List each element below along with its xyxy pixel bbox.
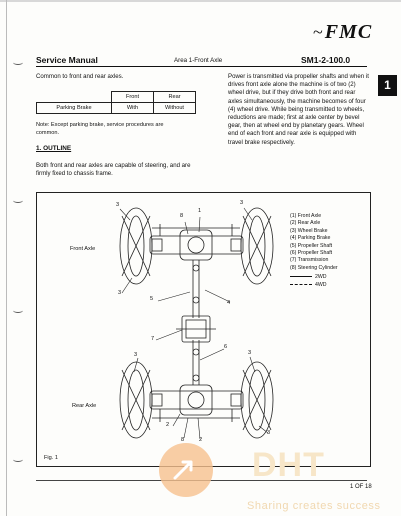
- callout-label: 6: [224, 344, 228, 350]
- line-key-label: 2WD: [315, 274, 327, 281]
- fmc-logo: ~FMC: [313, 21, 373, 43]
- front-right-wheel: [241, 208, 273, 284]
- line-key-label: 4WD: [315, 281, 327, 288]
- figure-legend: [290, 213, 338, 289]
- arrow-icon: [171, 454, 199, 482]
- front-axle-label: Front Axle: [70, 246, 96, 252]
- callout-label: 4: [227, 300, 231, 306]
- callout-label: 1: [198, 208, 202, 214]
- dashed-line-swatch: [290, 284, 312, 285]
- note-text: Note: Except parking brake, service procedures are common.: [36, 122, 164, 136]
- rear-left-wheel: [120, 362, 152, 438]
- callout-label: 7: [151, 336, 155, 342]
- table-cell: With: [112, 103, 154, 114]
- rear-axle-assembly: [150, 385, 243, 422]
- legend-item: (4) Parking Brake: [290, 235, 331, 242]
- rear-axle-label: Rear Axle: [72, 403, 97, 409]
- watermark-logo: DHT: [252, 446, 325, 484]
- callout-label: 3: [118, 290, 122, 296]
- legend-item: (2) Rear Axle: [290, 220, 321, 227]
- solid-line-swatch: [290, 276, 312, 277]
- page-title: Service Manual: [36, 55, 98, 65]
- front-axle-assembly: [150, 224, 243, 260]
- outline-paragraph: Both front and rear axles are capable of steering, and are firmly fixed to chassis frame.: [36, 162, 191, 178]
- power-transmission-paragraph: Power is transmitted via propeller shafts and when it drives front axle alone the machine is of two (2) wheel drive, but if they drive both front and rear axles simultaneously, the machine becomes of four (4) wheel drive. While being transmitted to wheels, reductions are made; first at axle center by bevel gear, then at wheel end by planetary gears. Wheel end of each front and rear axle is equipped with travel brake respectively.: [228, 73, 369, 146]
- callout-label: 2: [166, 422, 170, 428]
- rear-right-wheel: [241, 362, 273, 438]
- legend-line-key: [290, 282, 338, 289]
- page-number: 1 OF 18: [350, 484, 372, 490]
- document-code: SM1-2-100.0: [301, 55, 351, 65]
- area-title: Area 1-Front Axle: [174, 57, 223, 64]
- legend-item: (1) Front Axle: [290, 213, 322, 219]
- legend-item: (5) Propeller Shaft: [290, 242, 333, 249]
- section-tab: 1: [378, 75, 397, 96]
- intro-text: Common to front and rear axles.: [36, 73, 124, 80]
- figure-caption: Fig. 1: [44, 455, 58, 461]
- callout-label: 3: [116, 202, 120, 208]
- watermark-slogan: Sharing creates success: [247, 500, 381, 512]
- row-label: Parking Brake: [37, 103, 112, 114]
- legend-item: (3) Wheel Brake: [290, 227, 328, 234]
- legend-line-key: [290, 274, 338, 281]
- front-left-wheel: [120, 208, 152, 284]
- callout-label: 3: [267, 430, 271, 436]
- legend-item: (8) Steering Cylinder: [290, 264, 338, 271]
- column-header: Rear: [154, 92, 196, 103]
- section-heading: 1. OUTLINE: [36, 145, 72, 152]
- callout-label: 3: [134, 352, 138, 358]
- leader-lines: [120, 208, 271, 439]
- callout-label: 3: [240, 200, 244, 206]
- table-cell: Without: [154, 103, 196, 114]
- callout-label: 5: [150, 296, 154, 302]
- column-header: Front: [112, 92, 154, 103]
- legend-item: (7) Transmission: [290, 257, 329, 264]
- propeller-shafts: [193, 260, 199, 385]
- callout-label: 3: [248, 350, 252, 356]
- transmission: [176, 316, 216, 342]
- callout-label: 8: [181, 437, 185, 443]
- callout-label: 8: [180, 213, 184, 219]
- callout-label: 2: [199, 437, 203, 443]
- legend-item: (6) Propeller Shaft: [290, 250, 333, 257]
